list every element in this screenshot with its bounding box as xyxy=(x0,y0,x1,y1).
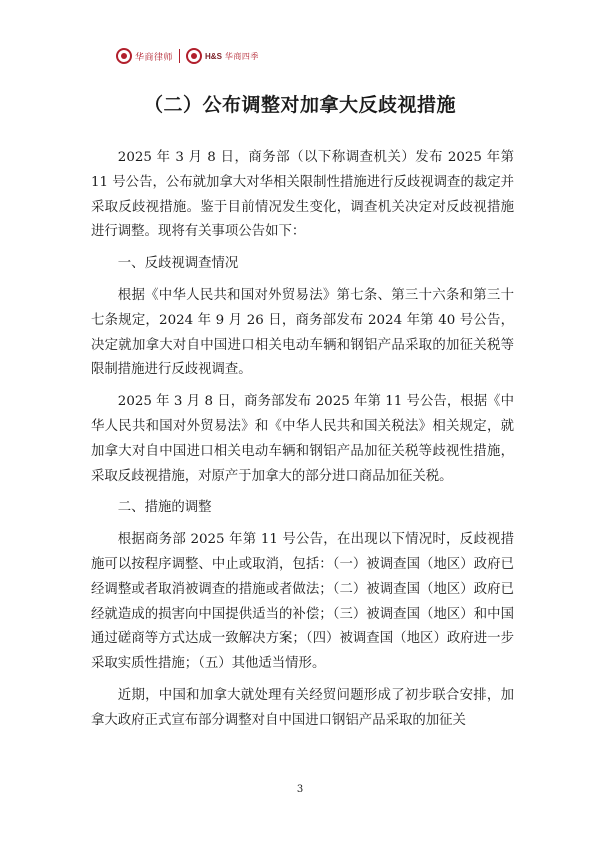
paragraph-investigation: 根据《中华人民共和国对外贸易法》第七条、第三十六条和第三十七条规定，2024 年 9 月 26 日，商务部发布 2024 年第 40 号公告，决定就加拿大对自中国进口相关电动车辆和钢铝产品采取的加征关税等限制措施进行反歧视调查。 xyxy=(91,287,514,378)
page-number: 3 xyxy=(296,784,304,795)
paragraph-recent: 近期，中国和加拿大就处理有关经贸问题形成了初步联合安排，加拿大政府正式宣布部分调整对自中国进口钢铝产品采取的加征关 xyxy=(91,687,514,728)
firm-seal-icon xyxy=(116,48,132,64)
header-logos xyxy=(116,48,259,64)
firm-logo-text: 华商律师 xyxy=(135,52,174,63)
firm-logo-left xyxy=(116,48,173,64)
paragraph-adjustment-conditions: 根据商务部 2025 年第 11 号公告，在出现以下情况时，反歧视措施可以按程序调整、中止或取消，包括：（一）被调查国（地区）政府已经调整或者取消被调查的措施或者做法；（二）被调查国（地区）政府已经就造成的损害向中国提供适当的补偿；（三）被调查国（地区）和中国通过磋商等方式达成一致解决方案；（四）被调查国（地区）政府进一步采取实质性措施；（五）其他适当情形。 xyxy=(91,532,514,672)
document-body xyxy=(91,146,514,741)
heading-investigation: 一、反歧视调查情况 xyxy=(117,256,239,272)
hs-swirl-icon xyxy=(186,48,202,64)
firm-logo-right-text: 华商四季 xyxy=(224,51,259,61)
paragraph-measures-2025: 2025 年 3 月 8 日，商务部发布 2025 年第 11 号公告，根据《中华人民共和国对外贸易法》和《中华人民共和国关税法》相关规定，就加拿大对自中国进口相关电动车辆和钢铝产品加征关税等歧视性措施，采取反歧视措施，对原产于加拿大的部分进口商品加征关税。 xyxy=(91,394,514,484)
hs-mark: H&S xyxy=(205,51,222,61)
heading-adjustment: 二、措施的调整 xyxy=(117,500,212,516)
firm-logo-right xyxy=(186,48,259,64)
paragraph-intro: 2025 年 3 月 8 日，商务部（以下称调查机关）发布 2025 年第 11 号公告，公布就加拿大对华相关限制性措施进行反歧视调查的裁定并采取反歧视措施。鉴于目前情况发生变化，调查机关决定对反歧视措施进行调整。现将有关事项公告如下： xyxy=(91,150,515,240)
section-title: （二）公布调整对加拿大反歧视措施 xyxy=(143,94,456,116)
logo-divider xyxy=(179,49,180,63)
